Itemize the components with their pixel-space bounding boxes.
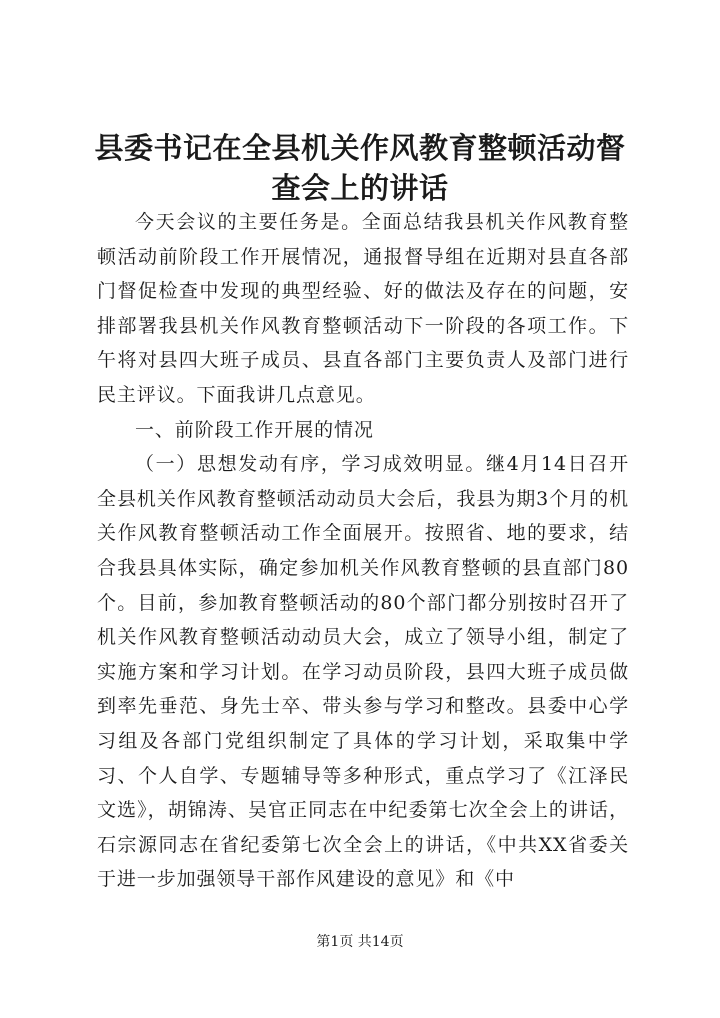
- paragraph-intro: 今天会议的主要任务是。全面总结我县机关作风教育整顿活动前阶段工作开展情况，通报督导组在近期对县直各部门督促检查中发现的典型经验、好的做法及存在的问题，安排部署我县机关作风教育整顿活动下一阶段的各项工作。下午将对县四大班子成员、县直各部门主要负责人及部门进行民主评议。下面我讲几点意见。: [97, 211, 629, 406]
- document-title: 县委书记在全县机关作风教育整顿活动督查会上的讲话: [94, 131, 626, 205]
- document-body: [97, 205, 629, 897]
- page-number: 第1页 共14页: [316, 934, 404, 950]
- paragraph-subsection-1: （一）思想发动有序，学习成效明显。继4月14日召开全县机关作风教育整顿活动动员大会后，我县为期3个月的机关作风教育整顿活动工作全面展开。按照省、地的要求，结合我县具体实际，确定参加机关作风教育整顿的县直部门80个。目前，参加教育整顿活动的80个部门都分别按时召开了机关作风教育整顿活动动员大会，成立了领导小组，制定了实施方案和学习计划。在学习动员阶段，县四大班子成员做到率先垂范、身先士卒、带头参与学习和整改。县委中心学习组及各部门党组织制定了具体的学习计划，采取集中学习、个人自学、专题辅导等多种形式，重点学习了《江泽民文选》，胡锦涛、吴官正同志在中纪委第七次全会上的讲话，石宗源同志在省纪委第七次全会上的讲话，《中共XX省委关于进一步加强领导干部作风建设的意见》和《中: [97, 453, 629, 891]
- section-heading: 一、前阶段工作开展的情况: [135, 418, 374, 441]
